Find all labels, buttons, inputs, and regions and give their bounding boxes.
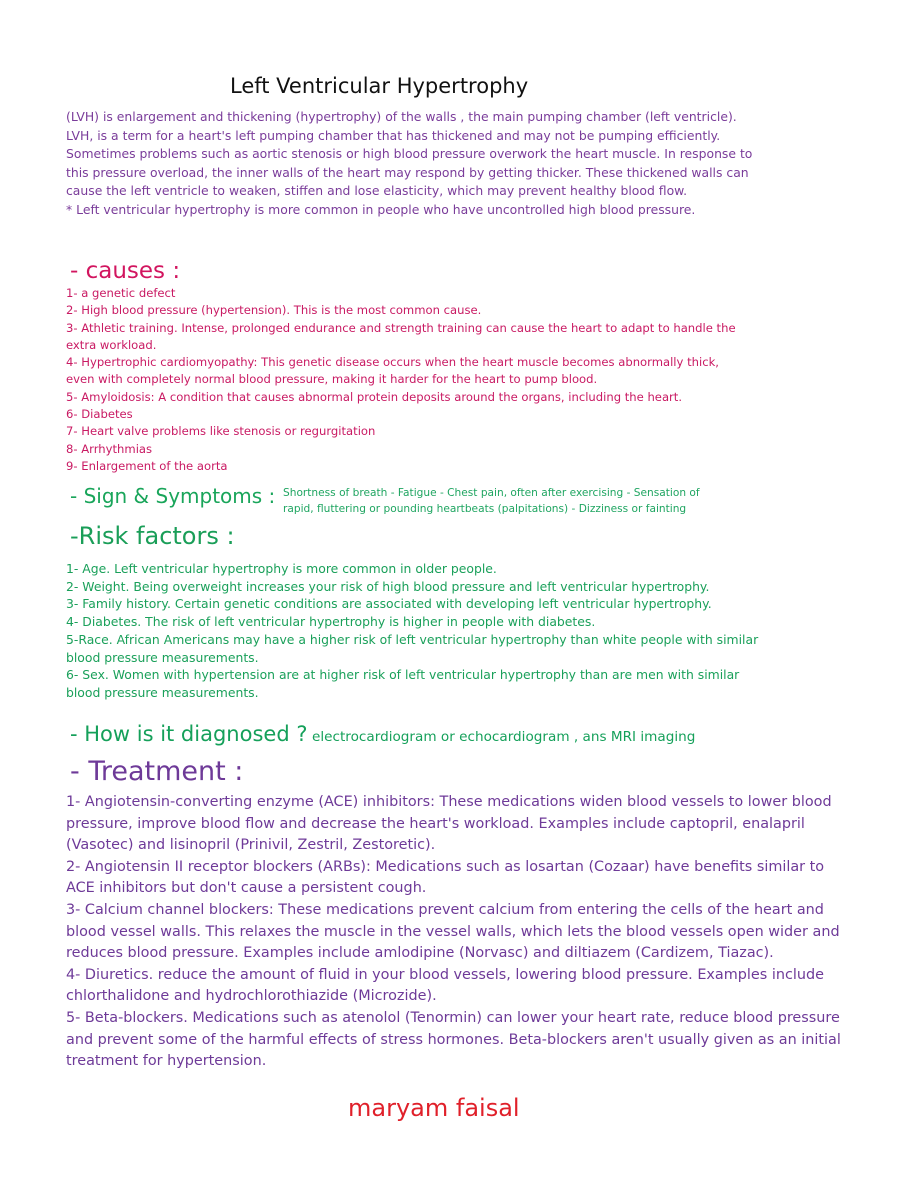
risk-item: 4- Diabetes. The risk of left ventricular hypertrophy is higher in people with diabetes. — [66, 614, 596, 630]
cause-item: 9- Enlargement of the aorta — [66, 458, 228, 473]
cause-item: 6- Diabetes — [66, 407, 133, 422]
risk-list — [66, 560, 766, 702]
treatment-item: 3- Calcium channel blockers: These medications prevent calcium from entering the cells of the heart and blood vessel walls. This relaxes the muscle in the vessel walls, which lets the blood vessels open wider and reduces blood pressure. Examples include amlodipine (Norvasc) and diltiazem (Cardizem, Tiazac). — [66, 901, 840, 962]
intro-section — [66, 108, 756, 220]
causes-list — [66, 285, 746, 475]
treatment-heading: - Treatment : — [70, 756, 244, 787]
treatment-item: 1- Angiotensin-converting enzyme (ACE) inhibitors: These medications widen blood vessels to lower blood pressure, improve blood flow and decrease the heart's workload. Examples include captopril, enalapril (Vasotec) and lisinopril (Prinivil, Zestril, Zestoretic). — [66, 794, 832, 854]
cause-item: 1- a genetic defect — [66, 286, 176, 300]
risk-item: 1- Age. Left ventricular hypertrophy is more common in older people. — [66, 561, 497, 576]
cause-item: 7- Heart valve problems like stenosis or regurgitation — [66, 424, 376, 439]
cause-item: 8- Arrhythmias — [66, 441, 153, 456]
treatment-item: 4- Diuretics. reduce the amount of fluid in your blood vessels, lowering blood pressure. Examples include chlorthalidone and hydrochlorothiazide (Microzide). — [66, 966, 824, 1005]
risk-item: 3- Family history. Certain genetic conditions are associated with developing left ventricular hypertrophy. — [66, 596, 712, 612]
risk-item: 2- Weight. Being overweight increases your risk of high blood pressure and left ventricular hypertrophy. — [66, 578, 710, 594]
intro-note: * Left ventricular hypertrophy is more common in people who have uncontrolled high blood pressure. — [66, 201, 696, 217]
cause-item: 2- High blood pressure (hypertension). This is the most common cause. — [66, 303, 482, 318]
page-title: Left Ventricular Hypertrophy — [230, 74, 529, 98]
diagnosis-heading: - How is it diagnosed ? — [70, 722, 308, 746]
risk-item: 5-Race. African Americans may have a higher risk of left ventricular hypertrophy than white people with similar blood pressure measurements. — [66, 631, 759, 665]
intro-paragraph: LVH, is a term for a heart's left pumping chamber that has thickened and may not be pumping efficiently. Sometimes problems such as aortic stenosis or high blood pressure overwork the heart muscle. In response to this pressure overload, the inner walls of the heart may respond by getting thicker. These thickened walls can cause the left ventricle to weaken, stiffen and lose elasticity, which may prevent healthy blood flow. — [66, 127, 753, 199]
risk-heading: -Risk factors : — [70, 522, 235, 550]
diagnosis-text: electrocardiogram or echocardiogram , ans MRI imaging — [312, 729, 696, 745]
treatment-list — [66, 792, 846, 1073]
risk-item: 6- Sex. Women with hypertension are at higher risk of left ventricular hypertrophy than are men with similar blood pressure measurements. — [66, 667, 740, 700]
author-signature: maryam faisal — [348, 1094, 520, 1122]
cause-item: 4- Hypertrophic cardiomyopathy: This genetic disease occurs when the heart muscle becomes abnormally thick, even with completely normal blood pressure, making it harder for the heart to pump blood. — [66, 355, 719, 387]
intro-paragraph: (LVH) is enlargement and thickening (hypertrophy) of the walls , the main pumping chamber (left ventricle). — [66, 109, 737, 124]
cause-item: 5- Amyloidosis: A condition that causes abnormal protein deposits around the organs, including the heart. — [66, 389, 683, 404]
causes-heading: - causes : — [70, 258, 181, 284]
treatment-item: 2- Angiotensin II receptor blockers (ARBs): Medications such as losartan (Cozaar) have benefits similar to ACE inhibitors but don't cause a persistent cough. — [66, 858, 825, 897]
cause-item: 3- Athletic training. Intense, prolonged endurance and strength training can cause the heart to adapt to handle the extra workload. — [66, 320, 736, 352]
treatment-item: 5- Beta-blockers. Medications such as atenolol (Tenormin) can lower your heart rate, reduce blood pressure and prevent some of the harmful effects of stress hormones. Beta-blockers aren't usually given as an initial treatment for hypertension. — [66, 1009, 841, 1070]
signs-heading: - Sign & Symptoms : — [70, 484, 276, 508]
signs-text: Shortness of breath - Fatigue - Chest pain, often after exercising - Sensation of rapid, fluttering or pounding heartbeats (palpitations) - Dizziness or fainting — [283, 487, 700, 515]
